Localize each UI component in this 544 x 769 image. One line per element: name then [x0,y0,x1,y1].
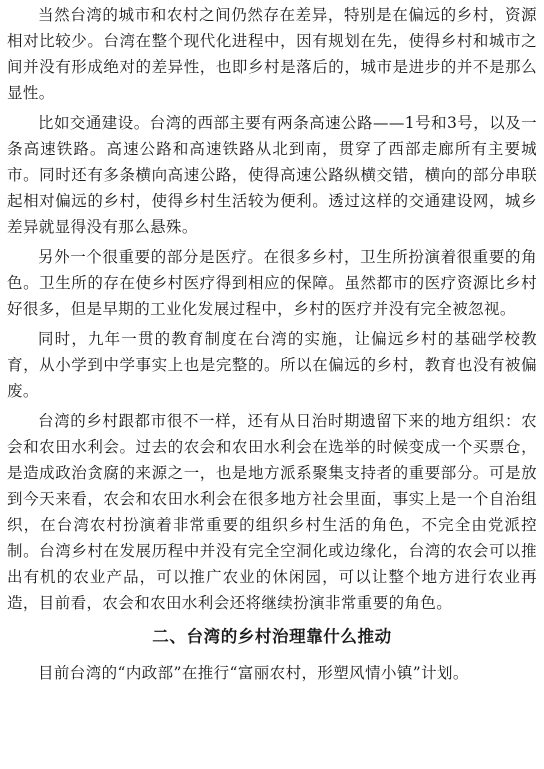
body-paragraph: 当然台湾的城市和农村之间仍然存在差异，特别是在偏远的乡村，资源相对比较少。台湾在整个现代化进程中，因有规划在先，使得乡村和城市之间并没有形成绝对的差异性，也即乡村是落后的，城市是进步的并不是那么显性。 [7,6,537,102]
body-paragraph: 目前台湾的“内政部”在推行“富丽农村，形塑风情小镇”计划。 [38,664,469,682]
body-paragraph: 台湾的乡村跟都市很不一样，还有从日治时期遗留下来的地方组织：农会和农田水利会。过去的农会和农田水利会在选举的时候变成一个买票仓，是造成政治贪腐的来源之一，也是地方派系聚集支持者的重要部分。可是放到今天来看，农会和农田水利会在很多地方社会里面，事实上是一个自治组织，在台湾农村扮演着非常重要的组织乡村生活的角色，不完全由党派控制。台湾乡村在发展历程中并没有完全空洞化或边缘化，台湾的农会可以推出有机的农业产品，可以推广农业的休闲园，可以让整个地方进行农业再造，目前看，农会和农田水利会还将继续扮演非常重要的角色。 [7,412,537,612]
body-paragraph: 同时，九年一贯的教育制度在台湾的实施，让偏远乡村的基础学校教育，从小学到中学事实上也是完整的。所以在偏远的乡村，教育也没有被偏废。 [7,330,537,400]
body-paragraph: 比如交通建设。台湾的西部主要有两条高速公路——1号和3号，以及一条高速铁路。高速公路和高速铁路从北到南，贯穿了西部走廊所有主要城市。同时还有多条横向高速公路，使得高速公路纵横交错，横向的部分串联起相对偏远的乡村，使得乡村生活较为便利。透过这样的交通建设网，城乡差异就显得没有那么悬殊。 [7,114,537,236]
section-heading: 二、台湾的乡村治理靠什么推动 [152,627,392,646]
document-page [7,2,537,686]
body-paragraph: 另外一个很重要的部分是医疗。在很多乡村，卫生所扮演着很重要的角色。卫生所的存在使乡村医疗得到相应的保障。虽然都市的医疗资源比乡村好很多，但是早期的工业化发展过程中，乡村的医疗并没有完全被忽视。 [7,248,537,318]
